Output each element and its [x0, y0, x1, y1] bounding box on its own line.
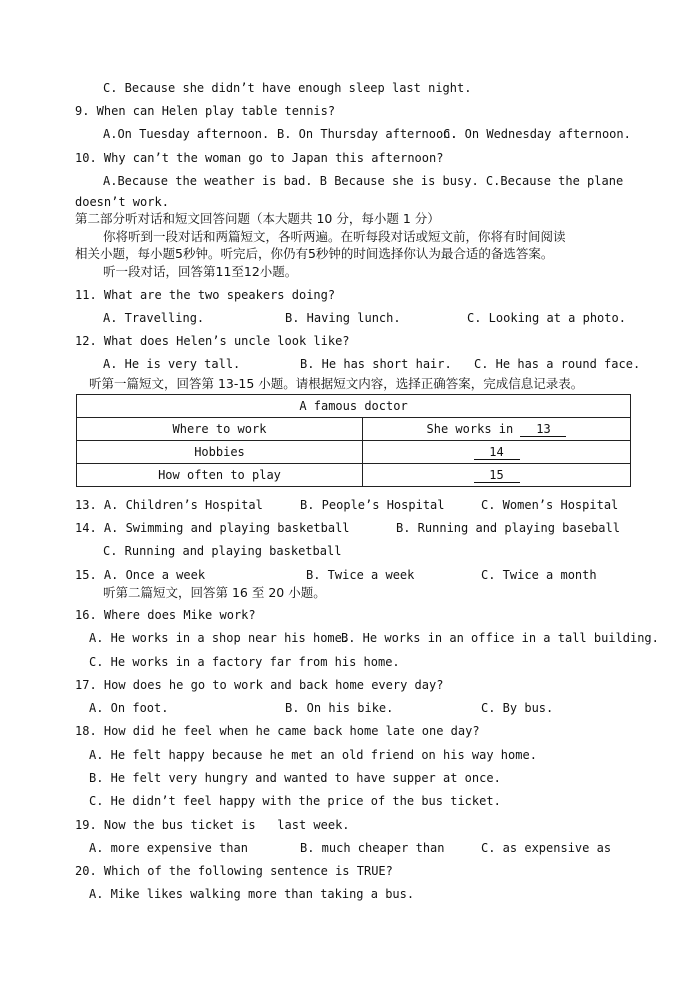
q18-option-a: A. He felt happy because he met an old friend on his way home. [89, 748, 537, 762]
q17-option-a: A. On foot. [89, 701, 169, 715]
question-11: 11. What are the two speakers doing? [75, 288, 336, 302]
table-row [77, 418, 631, 441]
q15-option-a: 15. A. Once a week [75, 568, 206, 582]
q8-option-c: C. Because she didn’t have enough sleep last night. [103, 81, 472, 95]
dialog-instruction: 听一段对话，回答第11至12小题。 [103, 264, 298, 279]
info-record-table [76, 394, 631, 487]
question-18: 18. How did he feel when he came back home late one day? [75, 724, 480, 738]
question-19: 19. Now the bus ticket is last week. [75, 818, 350, 832]
question-10: 10. Why can’t the woman go to Japan this afternoon? [75, 151, 444, 165]
table-title-row [77, 395, 631, 418]
q10-options: A.Because the weather is bad. B Because she is busy. C.Because the plane [103, 174, 624, 188]
table-row [77, 464, 631, 487]
q12-option-a: A. He is very tall. [103, 357, 241, 371]
q12-option-b: B. He has short hair. [300, 357, 452, 371]
q9-options [0, 126, 696, 142]
answer-blank-13: 13 [520, 422, 566, 437]
row-prefix: She works in [426, 421, 521, 436]
q18-option-b: B. He felt very hungry and wanted to have supper at once. [89, 771, 501, 785]
row-label: Where to work [77, 418, 363, 441]
q15-option-b: B. Twice a week [306, 568, 415, 582]
q16-option-a: A. He works in a shop near his home. [89, 631, 350, 645]
q9-option-a: A.On Tuesday afternoon. [103, 127, 270, 141]
q11-options [0, 310, 696, 326]
q16-option-b: B. He works in an office in a tall building. [341, 631, 659, 645]
q13-option-a: 13. A. Children’s Hospital [75, 498, 263, 512]
row-value [363, 441, 631, 464]
row-value [363, 418, 631, 441]
question-20: 20. Which of the following sentence is TRUE? [75, 864, 393, 878]
question-17: 17. How does he go to work and back home every day? [75, 678, 444, 692]
q11-option-c: C. Looking at a photo. [467, 311, 626, 325]
q16-options [0, 630, 696, 646]
q15-option-c: C. Twice a month [481, 568, 597, 582]
table-row [77, 441, 631, 464]
q9-option-c: C. On Wednesday afternoon. [443, 127, 631, 141]
row-label: Hobbies [77, 441, 363, 464]
q10-options-continued: doesn’t work. [75, 195, 169, 209]
q20-option-a: A. Mike likes walking more than taking a bus. [89, 887, 415, 901]
part2-title: 第二部分听对话和短文回答问题（本大题共 10 分，每小题 1 分） [75, 211, 440, 226]
q19-option-a: A. more expensive than [89, 841, 248, 855]
answer-blank-14: 14 [474, 445, 520, 460]
q17-options [0, 700, 696, 716]
part2-instruction-line2: 相关小题，每小题5秒钟。听完后，你仍有5秒钟的时间选择你认为最合适的备选答案。 [75, 246, 554, 261]
question-12: 12. What does Helen’s uncle look like? [75, 334, 350, 348]
question-9: 9. When can Helen play table tennis? [75, 104, 336, 118]
q16-option-c: C. He works in a factory far from his home. [89, 655, 400, 669]
q17-option-b: B. On his bike. [285, 701, 394, 715]
q13-option-c: C. Women’s Hospital [481, 498, 619, 512]
q14-options [0, 520, 696, 536]
q11-option-a: A. Travelling. [103, 311, 205, 325]
passage2-instruction: 听第二篇短文，回答第 16 至 20 小题。 [103, 585, 326, 600]
q19-option-b: B. much cheaper than [300, 841, 445, 855]
passage1-instruction: 听第一篇短文，回答第 13-15 小题。请根据短文内容，选择正确答案，完成信息记录表。 [89, 376, 584, 391]
q11-option-b: B. Having lunch. [285, 311, 401, 325]
q13-options [0, 497, 696, 513]
q19-option-c: C. as expensive as [481, 841, 612, 855]
part2-instruction-line1: 你将听到一段对话和两篇短文，各听两遍。在听每段对话或短文前，你将有时间阅读 [103, 229, 566, 244]
question-16: 16. Where does Mike work? [75, 608, 256, 622]
q19-options [0, 840, 696, 856]
row-value [363, 464, 631, 487]
q14-option-a: 14. A. Swimming and playing basketball [75, 521, 350, 535]
q13-option-b: B. People’s Hospital [300, 498, 445, 512]
answer-blank-15: 15 [474, 468, 520, 483]
q12-option-c: C. He has a round face. [474, 357, 641, 371]
q15-options [0, 567, 696, 583]
q14-option-c: C. Running and playing basketball [103, 544, 342, 558]
q14-option-b: B. Running and playing baseball [396, 521, 620, 535]
q12-options [0, 356, 696, 372]
row-label: How often to play [77, 464, 363, 487]
table-title: A famous doctor [77, 395, 631, 418]
q18-option-c: C. He didn’t feel happy with the price of the bus ticket. [89, 794, 501, 808]
q9-option-b: B. On Thursday afternoon. [277, 127, 458, 141]
q17-option-c: C. By bus. [481, 701, 554, 715]
